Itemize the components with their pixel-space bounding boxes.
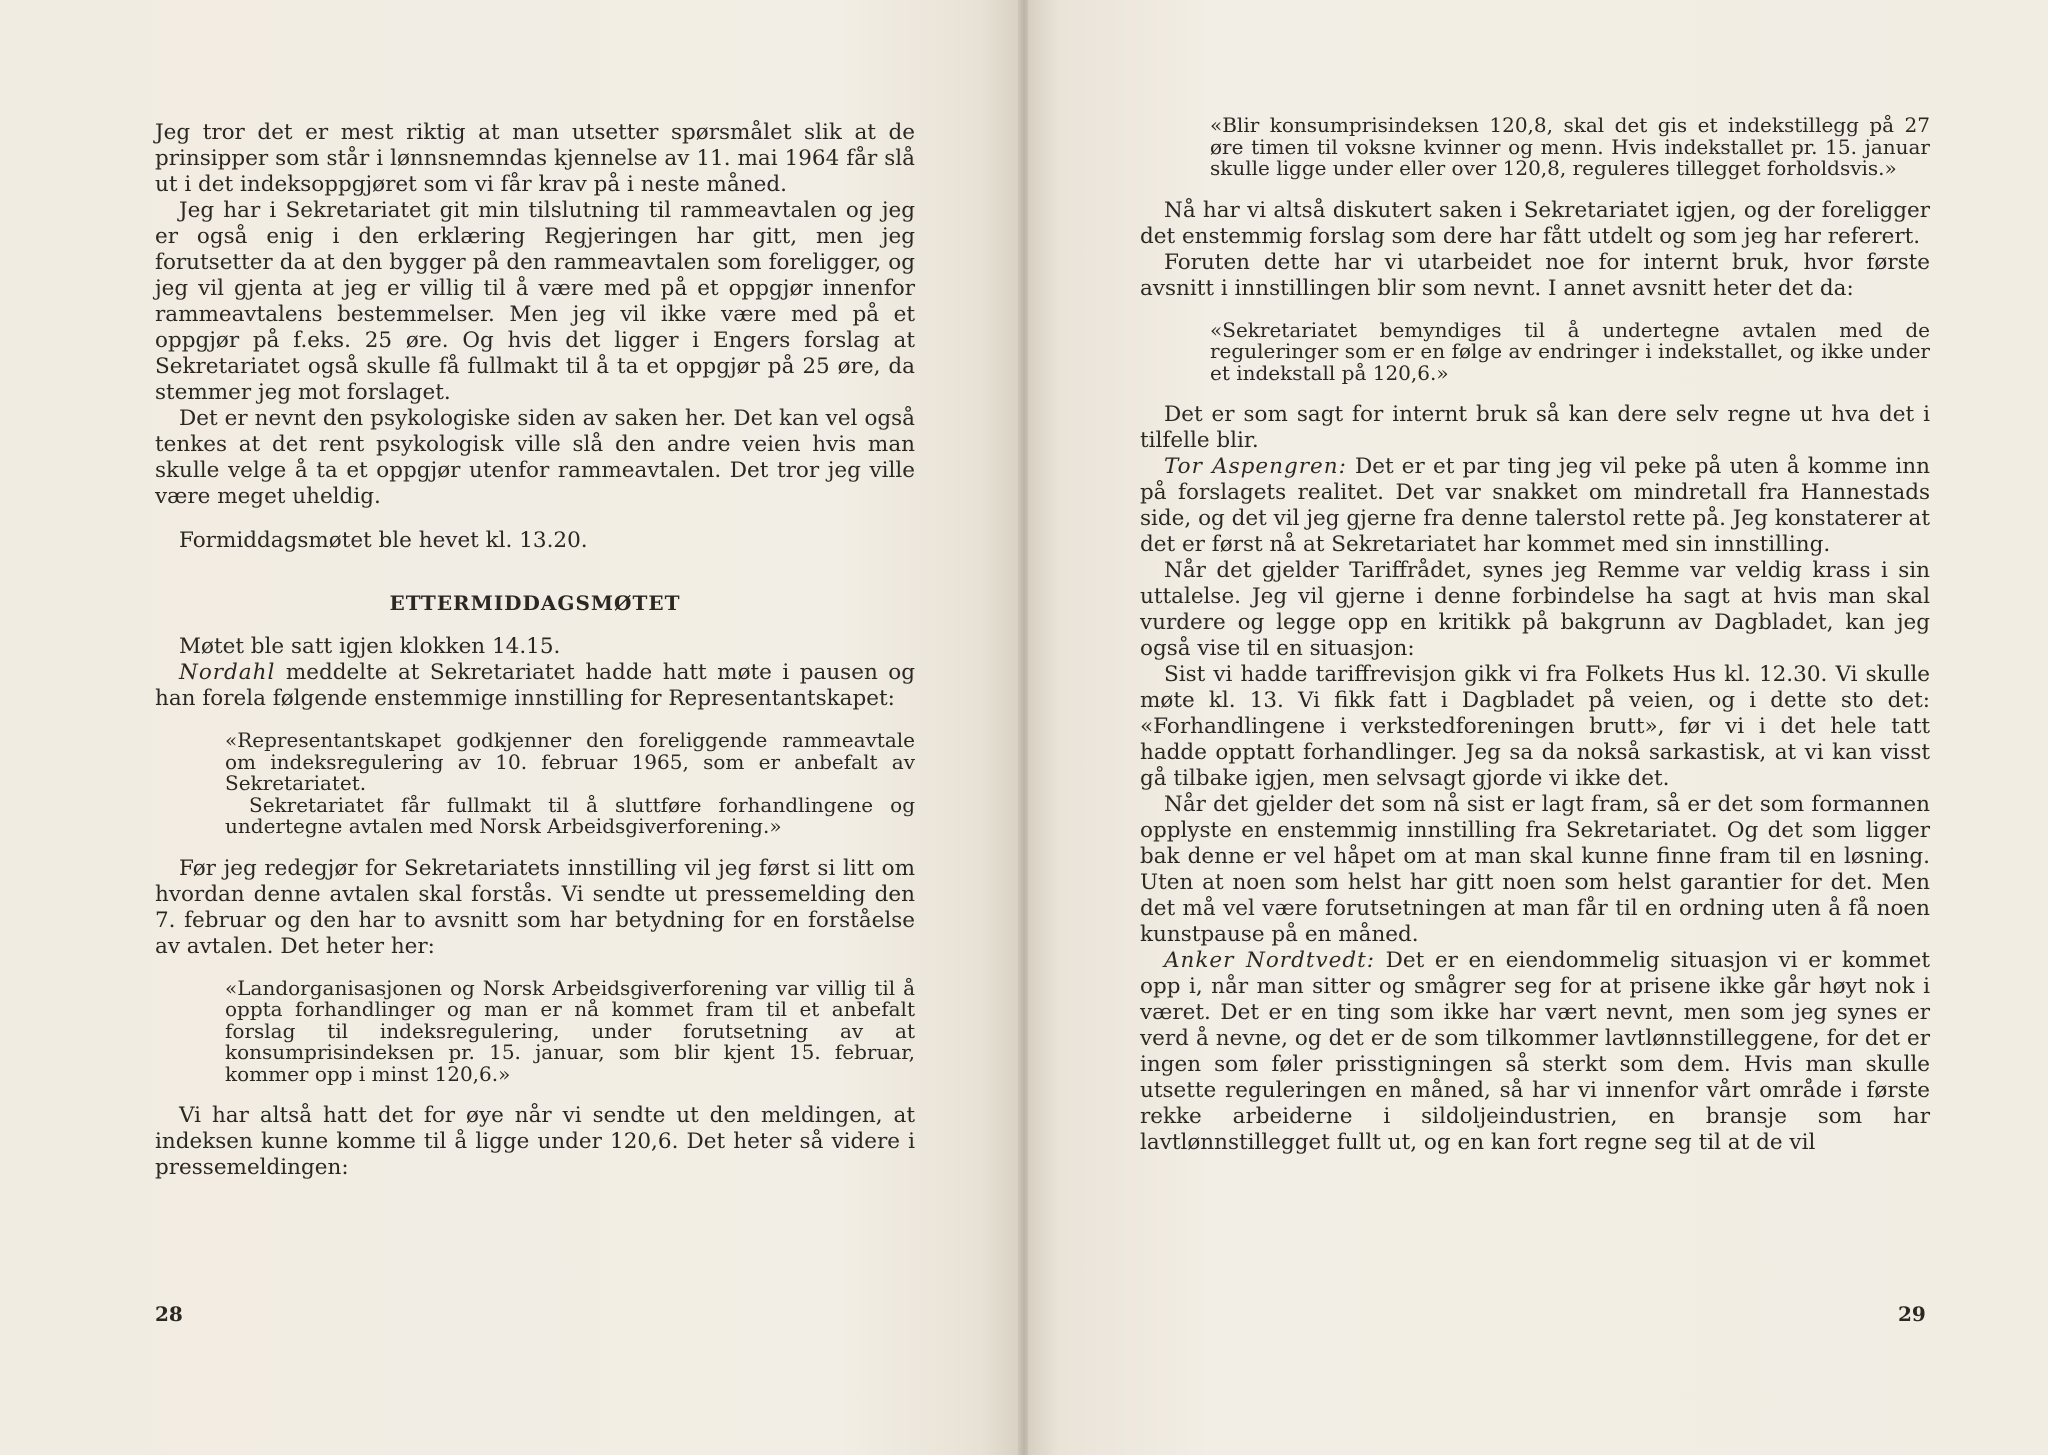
block-quote: [1210, 115, 1930, 180]
paragraph: Jeg har i Sekretariatet git min tilslutning til rammeavtalen og jeg er også enig i den erklæring Regjeringen har gitt, men jeg forutsetter da at den bygger på den rammeavtalen som foreligger, og jeg vil gjenta at jeg er villig til å være med på et oppgjør innenfor rammeavtalens bestemmelser. Men jeg vil ikke være med på et oppgjør på f.eks. 25 øre. Og hvis det ligger i Engers forslag at Sekretariatet også skulle få fullmakt til å ta et oppgjør på 25 øre, da stemmer jeg mot forslaget.: [155, 198, 915, 405]
quote-paragraph: «Sekretariatet bemyndiges til å undertegne avtalen med de reguleringer som er en følge av endringer i indekstallet, og ikke under et indekstall på 120,6.»: [1210, 317, 1930, 385]
paragraph: [155, 660, 915, 712]
page-number: 29: [1898, 1302, 1926, 1326]
speaker-text: meddelte at Sekretariatet hadde hatt møte i pausen og han forela følgende enstemmige innstilling for Representantskapet:: [155, 660, 915, 711]
paragraph: Vi har altså hatt det for øye når vi sendte ut den meldingen, at indeksen kunne komme til å ligge under 120,6. Det heter så videre i pressemeldingen:: [155, 1103, 915, 1180]
paragraph: Når det gjelder det som nå sist er lagt fram, så er det som formannen opplyste en enstemmig innstilling fra Sekretariatet. Og det som ligger bak denne er vel håpet om at man skal kunne finne fram til en løsning. Uten at noen som helst har gitt noen som helst garantier for det. Men det må vel være forutsetningen at man får til en ordning uten å få noen kunstpause på en måned.: [1140, 792, 1930, 947]
paragraph: Når det gjelder Tariffrådet, synes jeg Remme var veldig krass i sin uttalelse. Jeg vil gjerne i denne forbindelse ha sagt at hvis man skal vurdere og legge opp en kritikk på bakgrunn av Dagbladet, kan jeg også vise til en situasjon:: [1140, 558, 1930, 661]
paragraph: Formiddagsmøtet ble hevet kl. 13.20.: [179, 528, 588, 553]
block-quote: [225, 730, 915, 838]
speaker-name: Anker Nordtvedt:: [1164, 948, 1375, 973]
speaker-text: Det er en eiendommelig situasjon vi er kommet opp i, når man sitter og smågrer seg for at prisene ikke går høyt nok i været. Det er en ting som ikke har vært nevnt, men som jeg synes er verd å nevne, og det er de som tilkommer lavtlønnstilleggene, for det er ingen som føler prisstigningen så sterkt som dem. Hvis man skulle utsette reguleringen en måned, så har vi innenfor vårt område i første rekke arbeiderne i sildoljeindustrien, en bransje som har lavtlønnstillegget fullt ut, og en kan fort regne seg til at de vil: [1140, 948, 1930, 1155]
right-page-text: [1140, 115, 1930, 1156]
paragraph: Foruten dette har vi utarbeidet noe for internt bruk, hvor første avsnitt i innstillingen blir som nevnt. I annet avsnitt heter det da:: [1140, 249, 1930, 301]
block-quote: [225, 975, 915, 1086]
paragraph: Før jeg redegjør for Sekretariatets innstilling vil jeg først si litt om hvordan denne avtalen skal forstås. Vi sendte ut pressemelding den 7. februar og den har to avsnitt som har betydning for en forståelse av avtalen. Det heter her:: [155, 855, 915, 959]
paragraph: Det er som sagt for internt bruk så kan dere selv regne ut hva det i tilfelle blir.: [1140, 402, 1930, 453]
quote-paragraph: «Blir konsumprisindeksen 120,8, skal det gis et indekstillegg på 27 øre timen til voksne kvinner og menn. Hvis indekstallet pr. 15. januar skulle ligge under eller over 120,8, reguleres tillegget forholdsvis.»: [1210, 113, 1930, 180]
quote-paragraph: «Landorganisasjonen og Norsk Arbeidsgiverforening var villig til å oppta forhandlinger og man er nå kommet fram til et anbefalt forslag til indeksregulering, under forutsetning av at konsumprisindeksen pr. 15. januar, som blir kjent 15. februar, kommer opp i minst 120,6.»: [225, 975, 915, 1086]
left-page-text: [155, 120, 915, 1181]
page-number: 28: [155, 1302, 183, 1326]
paragraph: [1140, 948, 1930, 1156]
paragraph: Jeg tror det er mest riktig at man utsetter spørsmålet slik at de prinsipper som står i lønnsnemndas kjennelse av 11. mai 1964 får slå ut i det indeksoppgjøret som vi får krav på i neste måned.: [155, 120, 915, 197]
left-page: [0, 0, 1020, 1455]
quote-paragraph: «Representantskapet godkjenner den foreliggende rammeavtale om indeksregulering av 10. februar 1965, som er anbefalt av Sekretariatet.: [225, 728, 915, 795]
quote-paragraph: Sekretariatet får fullmakt til å sluttføre forhandlingene og undertegne avtalen med Norsk Arbeidsgiverforening.»: [225, 792, 915, 838]
speaker-text: Det er et par ting jeg vil peke på uten å komme inn på forslagets realitet. Det var snakket om mindretall fra Hannestads side, og det vil jeg gjerne fra denne talerstol rette på. Jeg konstaterer at det er først nå at Sekretariatet har kommet med sin innstilling.: [1140, 454, 1930, 557]
paragraph: Det er nevnt den psykologiske siden av saken her. Det kan vel også tenkes at det rent psykologisk ville slå den andre veien hvis man skulle velge å ta et oppgjør utenfor rammeavtalen. Det tror jeg ville være meget uheldig.: [155, 406, 915, 509]
speaker-name: Tor Aspengren:: [1164, 454, 1347, 479]
block-quote: [1210, 317, 1930, 385]
section-heading: ETTERMIDDAGSMØTET: [389, 591, 681, 615]
paragraph: [1140, 454, 1930, 558]
speaker-name: Nordahl: [179, 660, 276, 685]
paragraph: Nå har vi altså diskutert saken i Sekretariatet igjen, og der foreligger det enstemmig forslag som dere har fått utdelt og som jeg har referert.: [1140, 197, 1930, 249]
right-page: [1028, 0, 2048, 1455]
paragraph: Sist vi hadde tariffrevisjon gikk vi fra Folkets Hus kl. 12.30. Vi skulle møte kl. 13. Vi fikk fatt i Dagbladet på veien, og i dette sto det: «Forhandlingene i verkstedforeningen brutt», før vi i det hele tatt hadde opptatt forhandlinger. Jeg sa da nokså sarkastisk, at vi kan visst gå tilbake igjen, men selvsagt gjorde vi ikke det.: [1140, 662, 1930, 791]
paragraph: Møtet ble satt igjen klokken 14.15.: [179, 634, 561, 659]
